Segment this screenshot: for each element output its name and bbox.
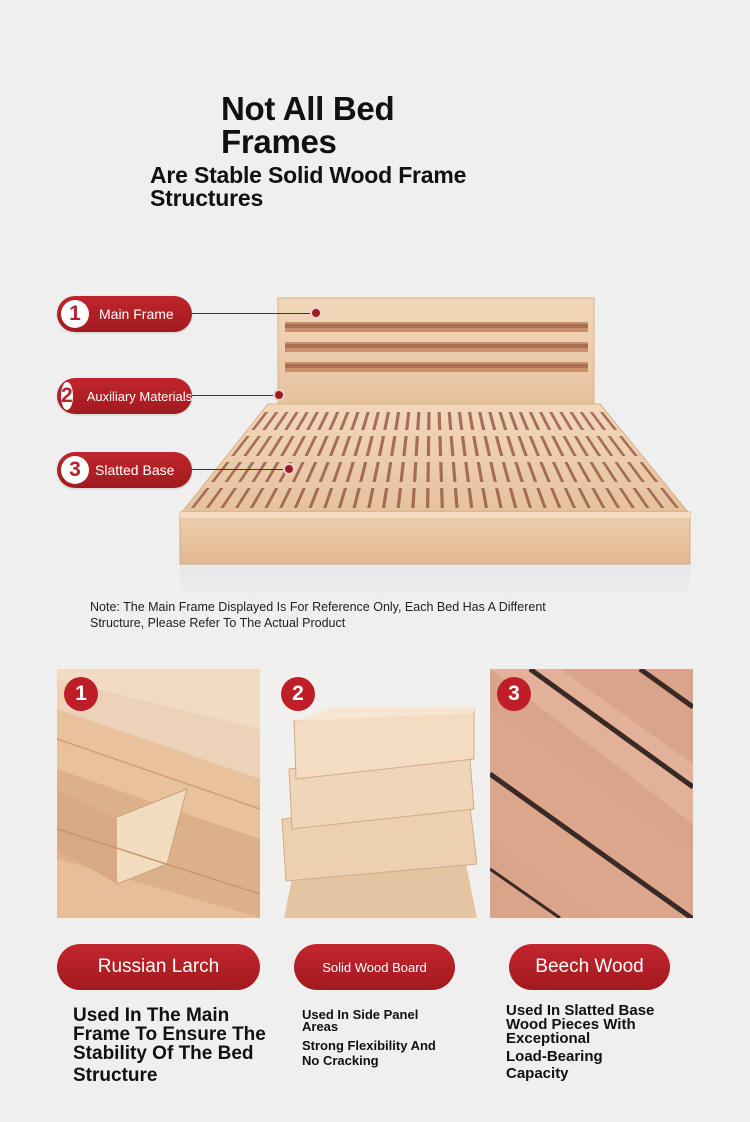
callout-dot-2 [273, 389, 285, 401]
callout-label: Main Frame [99, 306, 174, 322]
slat-gap [427, 412, 430, 430]
material-name-beech-wood: Beech Wood [509, 944, 670, 990]
callout-slatted-base [57, 452, 192, 488]
material-desc-larch [73, 1006, 266, 1085]
callout-leader-1 [190, 313, 318, 314]
callout-number: 2 [61, 382, 73, 410]
callout-dot-3 [283, 463, 295, 475]
callout-leader-2 [190, 395, 278, 396]
title-line-2: Frames [221, 123, 337, 160]
desc-line: Wood Pieces With [506, 1016, 636, 1033]
page-subtitle [150, 164, 466, 210]
desc-line: Frame To Ensure The [73, 1024, 266, 1045]
desc-line: Structure [73, 1065, 158, 1086]
material-number-badge: 1 [64, 677, 98, 711]
page-title [221, 92, 394, 158]
material-desc-beech [506, 1004, 654, 1081]
desc-line: Areas [302, 1019, 339, 1034]
callout-number: 3 [61, 456, 89, 484]
slat-gap [426, 462, 429, 482]
subtitle-line-2: Structures [150, 185, 264, 211]
subtitle-line-1: Are Stable Solid Wood Frame [150, 162, 467, 188]
note-line-1: Note: The Main Frame Displayed Is For Reference Only, Each Bed Has A Different [90, 600, 546, 614]
material-photo-beech [490, 669, 693, 918]
desc-line: Stability Of The Bed [73, 1043, 254, 1064]
desc-line: Load-Bearing [506, 1048, 603, 1065]
note-line-2: Structure, Please Refer To The Actual Product [90, 616, 346, 630]
desc-line: Used In Slatted Base [506, 1002, 655, 1019]
material-photo-larch [57, 669, 260, 918]
slat-gap [438, 436, 442, 456]
material-name-solid-wood-board: Solid Wood Board [294, 944, 455, 990]
callout-dot-1 [310, 307, 322, 319]
callout-main-frame [57, 296, 192, 332]
callout-label: Auxiliary Materials [86, 388, 193, 404]
desc-line: Used In Side Panel [302, 1007, 419, 1022]
material-number-badge: 3 [497, 677, 531, 711]
slat-gap [440, 488, 444, 508]
desc-line: No Cracking [302, 1053, 379, 1068]
slat-gap [438, 412, 442, 430]
material-photo-solid-board [274, 669, 477, 918]
callout-label: Slatted Base [95, 462, 175, 478]
callout-auxiliary-materials [57, 378, 192, 414]
slat-gap [439, 462, 443, 482]
slat-gap [427, 436, 430, 456]
desc-line: Used In The Main [73, 1005, 230, 1026]
material-name-russian-larch: Russian Larch [57, 944, 260, 990]
material-number-badge: 2 [281, 677, 315, 711]
desc-line: Strong Flexibility And [302, 1038, 436, 1053]
reference-note [90, 599, 650, 631]
slat-gap [426, 488, 429, 508]
material-desc-solid-board [302, 1009, 436, 1067]
desc-line: Capacity [506, 1065, 569, 1082]
callout-number: 1 [61, 300, 89, 328]
desc-line: Exceptional [506, 1030, 591, 1047]
callout-leader-3 [190, 469, 290, 470]
title-line-1: Not All Bed [221, 90, 395, 127]
